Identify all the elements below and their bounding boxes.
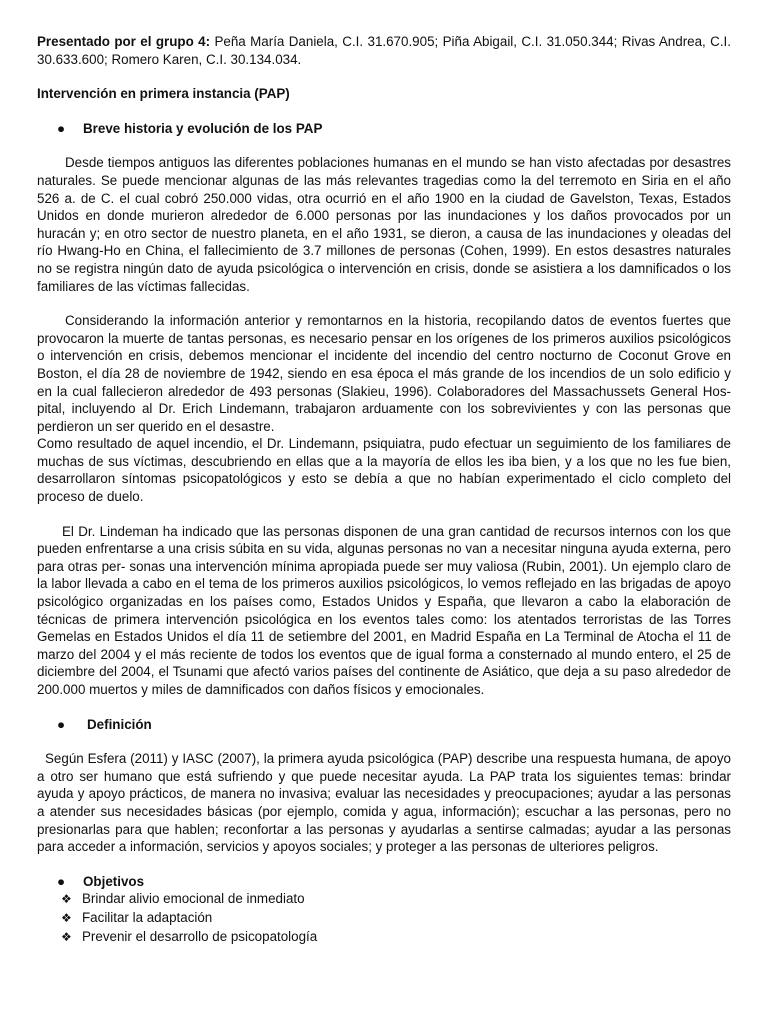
list-item <box>37 928 731 947</box>
history-paragraph-1: Desde tiempos antiguos las diferentes poblaciones humanas en el mundo se han visto afectadas por desastres naturales. Se puede mencionar algunas de las más relevantes tragedias como la del terremoto en Siria en el año 526 a. de C. el cual cobró 250.000 vidas, otra ocurrió en el año 1900 en la ciudad de Gavelston, Texas, Estados Unidos en donde murieron alrededor de 6.000 personas por las inundaciones y los daños provocados por un huracán y; en otro sector de nuestro planeta, en el año 1931, se dieron, a causa de las inundaciones y oleadas del río Hwang-Ho en China, el fallecimiento de 3.7 millones de personas (Cohen, 1999). En estos desastres naturales no se registra ningún dato de ayuda psicológica o intervención en crisis, donde se asistiera a los damnificados o los familiares de las víctimas fallecidas. <box>37 155 731 294</box>
authors-paragraph <box>37 33 731 68</box>
section-title-history: Breve historia y evolución de los PAP <box>83 120 323 136</box>
diamond-bullet-icon: ❖ <box>61 892 72 907</box>
objective-item-2: Facilitar la adaptación <box>82 909 213 925</box>
document-title: Intervención en primera instancia (PAP) <box>37 86 290 102</box>
section-heading-history <box>37 120 731 138</box>
diamond-bullet-icon: ❖ <box>61 910 72 925</box>
bullet-icon: ● <box>57 120 66 136</box>
objective-item-1: Brindar alivio emocional de inmediato <box>82 891 305 907</box>
authors-label: Presentado por el grupo 4: <box>37 34 211 49</box>
section-heading-definition <box>37 716 731 734</box>
section-heading-objectives <box>37 873 731 891</box>
list-item <box>37 909 731 928</box>
section-title-objectives: Objetivos <box>83 873 145 889</box>
bullet-icon: ● <box>57 873 66 889</box>
authors-text: Peña María Daniela, C.I. 31.670.905; Piña Abigail, C.I. 31.050.344; Rivas Andrea, C.I. 30.633.600; Romero Karen, C.I. 30.134.034. <box>37 34 731 67</box>
history-paragraph-2: Considerando la información anterior y remontarnos en la historia, recopilando datos de eventos fuertes que provocaron la muerte de tantas personas, es necesario pensar en los orígenes de los primeros auxilios psicológicos o intervención en crisis, debemos mencionar el incidente del incendio del centro nocturno de Coconut Grove en Boston, el día 28 de noviembre de 1942, siendo en esa época el más grande de los incendios de un solo edificio y en la cual fallecieron alrededor de 493 personas (Slakieu, 1996). Colaboradores del Massachussets General Hos- pital, incluyendo al Dr. Erich Lindemann, trabajaron arduamente con los sobrevivientes y con las personas que perdieron un ser querido en el desastre. <box>37 313 731 434</box>
history-paragraph-3: Como resultado de aquel incendio, el Dr. Lindemann, psiquiatra, pudo efectuar un seguimiento de los familiares de muchas de sus víctimas, descubriendo en ellas que a la mayoría de ellos les iba bien, y a los que no les fue bien, desarrollaron síntomas psicopatológicos y esto se debía a que no habían experimentado el ciclo completo del proceso de duelo. <box>37 436 731 505</box>
definition-paragraph: Según Esfera (2011) y IASC (2007), la primera ayuda psicológica (PAP) describe una respuesta humana, de apoyo a otro ser humano que está sufriendo y que puede necesitar ayuda. La PAP trata los siguientes temas: brindar ayuda y apoyo prácticos, de manera no invasiva; evaluar las necesidades y preocupaciones; ayudar a las personas a atender sus necesidades básicas (por ejemplo, comida y agua, información); escuchar a las personas, pero no presionarlas para que hablen; reconfortar a las personas y ayudarlas a sentirse calmadas; ayudar a las personas para acceder a información, servicios y apoyos sociales; y proteger a las personas de ulteriores peligros. <box>37 751 731 855</box>
section-title-definition: Definición <box>87 716 152 732</box>
list-item <box>37 890 731 909</box>
objective-item-3: Prevenir el desarrollo de psicopatología <box>82 928 318 944</box>
bullet-icon: ● <box>57 716 66 732</box>
diamond-bullet-icon: ❖ <box>61 929 72 944</box>
history-paragraph-4: El Dr. Lindeman ha indicado que las personas disponen de una gran cantidad de recursos internos con los que pueden enfrentarse a una crisis súbita en su vida, algunas personas no van a necesitar ninguna ayuda externa, pero para otras per- sonas una intervención mínima apropiada puede ser muy valiosa (Rubin, 2001). Un ejemplo claro de la labor llevada a cabo en el tema de los primeros auxilios psicológicos, lo vemos reflejado en las brigadas de apoyo psicológico organizadas en los países como, Estados Unidos y España, que llevaron a cabo la elaboración de técnicas de primera intervención psicológica en los eventos tales como: los atentados terroristas de las Torres Gemelas en Estados Unidos el día 11 de setiembre del 2001, en Madrid España en La Terminal de Atocha el 11 de marzo del 2004 y el más reciente de todos los eventos que de igual forma a consternado al mundo entero, el 25 de diciembre del 2004, el Tsunami que afectó varios países del continente de Asiático, que deja a su paso alrededor de 200.000 muertos y miles de damnificados con daños físicos y emocionales. <box>37 523 731 697</box>
